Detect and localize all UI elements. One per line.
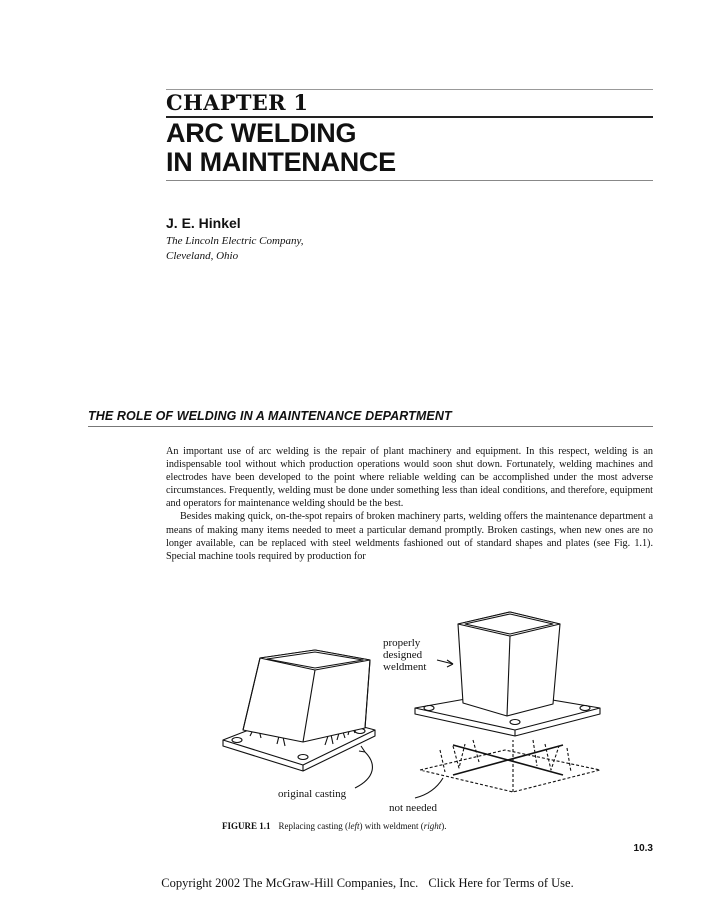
- copyright-text: Copyright 2002 The McGraw-Hill Companies, Inc.: [161, 876, 419, 890]
- affiliation-line1: The Lincoln Electric Company,: [166, 235, 304, 247]
- author-name: J. E. Hinkel: [166, 215, 241, 231]
- original-casting-drawing: [223, 650, 375, 788]
- label-not-needed: not needed: [389, 802, 437, 814]
- caption-text-c: ).: [441, 821, 447, 831]
- figure-caption: [222, 821, 447, 831]
- page-number: 10.3: [633, 843, 653, 854]
- label-original-casting: original casting: [278, 788, 347, 800]
- chapter-number: CHAPTER 1: [166, 90, 309, 115]
- affiliation-line2: Cleveland, Ohio: [166, 250, 239, 262]
- caption-number: FIGURE 1.1: [222, 821, 271, 831]
- paragraph-2: Besides making quick, on-the-spot repairs of broken machinery parts, welding offers the maintenance department a means of making many items needed to meet a particular demand promptly. Broken castings, when new ones are no longer available, can be replaced with steel weldments fashioned out of standard shapes and plates (see Fig. 1.1). Special machine tools required by production for: [166, 511, 653, 562]
- caption-left: left: [348, 821, 360, 831]
- caption-right: right: [423, 821, 442, 831]
- chapter-title-line2: IN MAINTENANCE: [166, 147, 396, 177]
- title-bottom-rule: [166, 180, 653, 181]
- paragraph-1: An important use of arc welding is the repair of plant machinery and equipment. In this respect, welding is an indispensable tool without which production operations would soon shut down. Fortunately, welding machines and electrodes have been developed to the point where reliable welding can be accomplished under the most adverse circumstances. Frequently, welding must be done under something less than ideal conditions, and therefore, equipment and operators for maintenance welding should be the best.: [166, 446, 653, 510]
- author-affiliation: [166, 234, 303, 264]
- section-heading: THE ROLE OF WELDING IN A MAINTENANCE DEPARTMENT: [88, 409, 452, 423]
- chapter-title: [166, 119, 396, 177]
- terms-link[interactable]: Click Here for Terms of Use.: [428, 876, 574, 890]
- chapter-title-line1: ARC WELDING: [166, 118, 357, 148]
- copyright-footer: [0, 876, 718, 891]
- label-weldment: weldment: [383, 661, 427, 673]
- label-designed: designed: [383, 649, 423, 661]
- section-rule: [88, 426, 653, 427]
- body-text: [166, 445, 653, 563]
- caption-text-a: Replacing casting (: [278, 821, 348, 831]
- caption-text-b: ) with weldment (: [359, 821, 424, 831]
- label-properly: properly: [383, 637, 421, 649]
- figure-casting-weldment: [215, 600, 615, 815]
- weldment-drawing: [415, 612, 600, 798]
